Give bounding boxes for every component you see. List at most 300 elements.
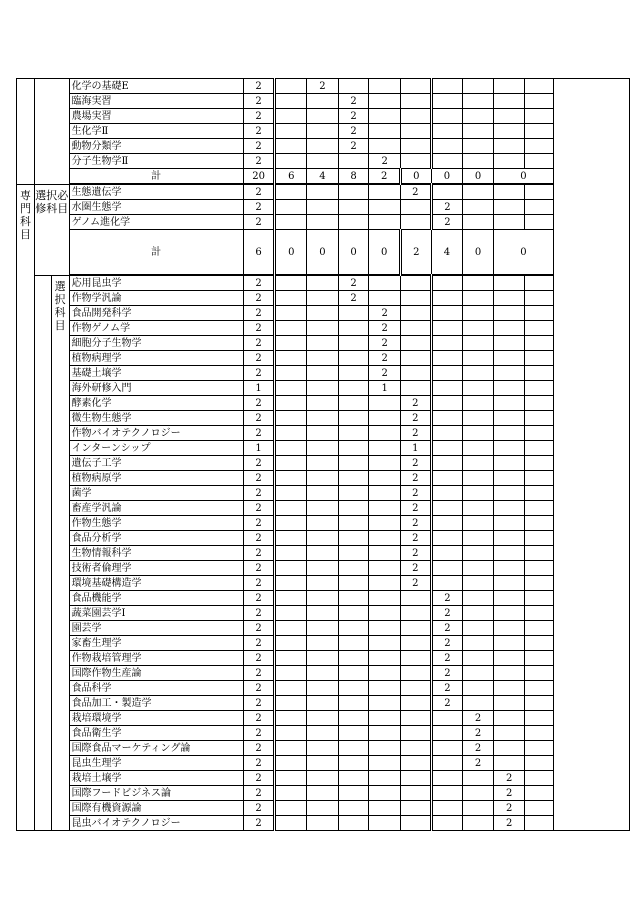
subject-name: 食品開発科学: [69, 306, 243, 321]
total-cell: 0: [463, 169, 494, 185]
term-cell: [369, 184, 401, 200]
term-cell: 2: [493, 786, 525, 801]
term-cell: [431, 336, 463, 351]
credits-cell: 2: [243, 531, 275, 546]
subject-name: 化学の基礎E: [69, 79, 243, 94]
term-cell: [431, 275, 463, 291]
term-cell: [525, 516, 554, 531]
term-cell: [307, 336, 339, 351]
term-cell: [525, 756, 554, 771]
credits-cell: 2: [243, 154, 275, 169]
subject-name: 植物病原学: [69, 471, 243, 486]
term-cell: [369, 516, 401, 531]
term-cell: [525, 139, 554, 154]
term-cell: [338, 381, 369, 396]
term-cell: [431, 786, 463, 801]
term-cell: [275, 681, 307, 696]
term-cell: [307, 200, 339, 215]
term-cell: [493, 666, 525, 681]
credits-cell: 2: [243, 576, 275, 591]
table-row: [17, 801, 630, 816]
term-cell: 2: [431, 696, 463, 711]
term-cell: [307, 741, 339, 756]
term-cell: [338, 321, 369, 336]
term-cell: [338, 666, 369, 681]
term-cell: 2: [431, 666, 463, 681]
term-cell: [307, 756, 339, 771]
term-cell: [400, 711, 431, 726]
table-row: [17, 756, 630, 771]
term-cell: [463, 139, 494, 154]
table-row: [17, 184, 630, 200]
term-cell: [400, 124, 431, 139]
term-cell: [525, 696, 554, 711]
term-cell: [431, 184, 463, 200]
term-cell: [369, 411, 401, 426]
term-cell: 2: [369, 321, 401, 336]
blank-cell: [34, 79, 69, 185]
term-cell: [431, 381, 463, 396]
term-cell: [431, 486, 463, 501]
term-cell: [369, 139, 401, 154]
credits-cell: 2: [243, 200, 275, 215]
term-cell: 2: [493, 816, 525, 831]
term-cell: [369, 786, 401, 801]
term-cell: [400, 666, 431, 681]
term-cell: [525, 456, 554, 471]
term-cell: [463, 591, 494, 606]
table-row: [17, 109, 630, 124]
term-cell: [307, 351, 339, 366]
term-cell: [338, 426, 369, 441]
table-row: [17, 636, 630, 651]
subject-name: 生化学Ⅱ: [69, 124, 243, 139]
subject-name: 作物生態学: [69, 516, 243, 531]
category-senmon: 専門科目: [17, 184, 35, 831]
term-cell: [338, 501, 369, 516]
term-cell: [275, 215, 307, 230]
term-cell: [493, 756, 525, 771]
table-row: [17, 215, 630, 230]
table-row: [17, 681, 630, 696]
term-cell: [493, 426, 525, 441]
term-cell: [463, 215, 494, 230]
term-cell: [369, 200, 401, 215]
subject-name: 技術者倫理学: [69, 561, 243, 576]
total-cell: 0: [275, 230, 307, 276]
term-cell: 2: [369, 154, 401, 169]
table-row: [17, 561, 630, 576]
term-cell: [275, 275, 307, 291]
term-cell: [307, 184, 339, 200]
term-cell: [400, 591, 431, 606]
term-cell: [493, 396, 525, 411]
term-cell: 2: [463, 756, 494, 771]
term-cell: [493, 441, 525, 456]
credits-cell: 2: [243, 109, 275, 124]
term-cell: 2: [431, 215, 463, 230]
term-cell: [463, 275, 494, 291]
term-cell: [369, 124, 401, 139]
term-cell: [493, 200, 525, 215]
credits-cell: 2: [243, 756, 275, 771]
term-cell: [338, 200, 369, 215]
credits-cell: 2: [243, 816, 275, 831]
term-cell: [338, 306, 369, 321]
credits-cell: 2: [243, 741, 275, 756]
term-cell: [400, 94, 431, 109]
term-cell: [307, 696, 339, 711]
term-cell: [525, 306, 554, 321]
term-cell: [400, 636, 431, 651]
total-row: [17, 169, 630, 185]
term-cell: [338, 516, 369, 531]
term-cell: [369, 501, 401, 516]
term-cell: [400, 321, 431, 336]
table-row: [17, 154, 630, 169]
term-cell: [493, 696, 525, 711]
table-row: [17, 471, 630, 486]
term-cell: [463, 681, 494, 696]
total-cell: 0: [369, 230, 401, 276]
total-cell: 0: [493, 230, 553, 276]
term-cell: [431, 321, 463, 336]
term-cell: [400, 696, 431, 711]
term-cell: [275, 154, 307, 169]
term-cell: [493, 606, 525, 621]
term-cell: [307, 109, 339, 124]
term-cell: [275, 531, 307, 546]
table-row: [17, 816, 630, 831]
term-cell: [307, 711, 339, 726]
category-sentaku: 選択科目: [51, 275, 69, 831]
term-cell: [338, 681, 369, 696]
credits-cell: 2: [243, 291, 275, 306]
subject-name: 食品科学: [69, 681, 243, 696]
term-cell: [463, 501, 494, 516]
term-cell: [338, 606, 369, 621]
term-cell: [275, 306, 307, 321]
subject-name: 生物情報科学: [69, 546, 243, 561]
term-cell: [525, 771, 554, 786]
term-cell: [275, 666, 307, 681]
term-cell: [275, 94, 307, 109]
term-cell: 2: [400, 426, 431, 441]
credits-cell: 2: [243, 321, 275, 336]
term-cell: [493, 576, 525, 591]
term-cell: [369, 215, 401, 230]
term-cell: 2: [338, 94, 369, 109]
term-cell: [463, 441, 494, 456]
term-cell: [525, 816, 554, 831]
term-cell: [369, 756, 401, 771]
term-cell: [463, 576, 494, 591]
term-cell: [338, 621, 369, 636]
subject-name: 環境基礎構造学: [69, 576, 243, 591]
term-cell: [338, 786, 369, 801]
term-cell: [338, 215, 369, 230]
term-cell: [369, 696, 401, 711]
table-row: [17, 606, 630, 621]
term-cell: [525, 651, 554, 666]
term-cell: [493, 636, 525, 651]
subject-name: 蔬菜園芸学Ⅰ: [69, 606, 243, 621]
curriculum-body: [17, 79, 630, 831]
term-cell: [338, 546, 369, 561]
term-cell: 2: [431, 681, 463, 696]
credits-cell: 2: [243, 275, 275, 291]
term-cell: [307, 561, 339, 576]
credits-cell: 2: [243, 561, 275, 576]
term-cell: [369, 801, 401, 816]
term-cell: [400, 726, 431, 741]
term-cell: [431, 816, 463, 831]
term-cell: [400, 681, 431, 696]
term-cell: [307, 816, 339, 831]
term-cell: [463, 109, 494, 124]
term-cell: 2: [369, 306, 401, 321]
term-cell: [525, 215, 554, 230]
total-cell: 4: [307, 169, 339, 185]
term-cell: 2: [431, 606, 463, 621]
curriculum-table: [16, 78, 630, 831]
subject-name: 細胞分子生物学: [69, 336, 243, 351]
term-cell: [338, 741, 369, 756]
term-cell: [400, 109, 431, 124]
table-row: [17, 321, 630, 336]
term-cell: [275, 726, 307, 741]
term-cell: [493, 109, 525, 124]
term-cell: [307, 801, 339, 816]
subject-name: 分子生物学Ⅱ: [69, 154, 243, 169]
table-row: [17, 396, 630, 411]
term-cell: 1: [369, 381, 401, 396]
term-cell: 2: [400, 456, 431, 471]
subject-name: 生態遺伝学: [69, 184, 243, 200]
term-cell: [493, 139, 525, 154]
credits-cell: 2: [243, 636, 275, 651]
term-cell: 2: [400, 501, 431, 516]
total-cell: 2: [369, 169, 401, 185]
term-cell: 2: [463, 711, 494, 726]
term-cell: [307, 124, 339, 139]
credits-cell: 2: [243, 94, 275, 109]
total-label: 計: [69, 169, 243, 185]
term-cell: [400, 200, 431, 215]
term-cell: [525, 471, 554, 486]
table-row: [17, 531, 630, 546]
term-cell: [275, 561, 307, 576]
term-cell: [369, 681, 401, 696]
subject-name: 栽培土壌学: [69, 771, 243, 786]
term-cell: [493, 711, 525, 726]
term-cell: [400, 381, 431, 396]
term-cell: 2: [400, 411, 431, 426]
term-cell: [275, 381, 307, 396]
term-cell: [275, 696, 307, 711]
term-cell: 2: [400, 561, 431, 576]
term-cell: [400, 621, 431, 636]
term-cell: [338, 396, 369, 411]
term-cell: [338, 441, 369, 456]
credits-cell: 2: [243, 366, 275, 381]
term-cell: [307, 381, 339, 396]
term-cell: [431, 291, 463, 306]
term-cell: 2: [463, 741, 494, 756]
subject-name: 食品分析学: [69, 531, 243, 546]
term-cell: [431, 306, 463, 321]
term-cell: [431, 79, 463, 94]
term-cell: [275, 711, 307, 726]
total-cell: 8: [338, 169, 369, 185]
term-cell: [525, 109, 554, 124]
term-cell: [307, 366, 339, 381]
subject-name: 作物ゲノム学: [69, 321, 243, 336]
total-cell: 0: [463, 230, 494, 276]
term-cell: [493, 154, 525, 169]
term-cell: 2: [338, 109, 369, 124]
subject-name: 国際フードビジネス論: [69, 786, 243, 801]
table-row: [17, 79, 630, 94]
term-cell: [307, 456, 339, 471]
term-cell: [525, 79, 554, 94]
table-row: [17, 441, 630, 456]
term-cell: [369, 291, 401, 306]
term-cell: [493, 651, 525, 666]
term-cell: [307, 306, 339, 321]
term-cell: [525, 154, 554, 169]
term-cell: [431, 561, 463, 576]
term-cell: [307, 636, 339, 651]
table-row: [17, 486, 630, 501]
term-cell: [525, 621, 554, 636]
subject-name: 国際作物生産論: [69, 666, 243, 681]
table-row: [17, 366, 630, 381]
term-cell: [431, 546, 463, 561]
term-cell: [307, 471, 339, 486]
credits-cell: 2: [243, 124, 275, 139]
term-cell: 2: [431, 651, 463, 666]
term-cell: [525, 426, 554, 441]
term-cell: [463, 606, 494, 621]
term-cell: [400, 351, 431, 366]
term-cell: 2: [431, 591, 463, 606]
term-cell: [400, 215, 431, 230]
term-cell: [525, 124, 554, 139]
term-cell: [275, 321, 307, 336]
term-cell: [493, 381, 525, 396]
term-cell: [338, 816, 369, 831]
subject-name: 食品衛生学: [69, 726, 243, 741]
term-cell: [307, 94, 339, 109]
term-cell: [463, 636, 494, 651]
term-cell: 2: [338, 275, 369, 291]
total-cell: 4: [431, 230, 463, 276]
term-cell: 2: [400, 396, 431, 411]
term-cell: [463, 366, 494, 381]
term-cell: [307, 154, 339, 169]
credits-cell: 2: [243, 396, 275, 411]
term-cell: [275, 486, 307, 501]
term-cell: [463, 801, 494, 816]
term-cell: [463, 621, 494, 636]
term-cell: [463, 471, 494, 486]
term-cell: [525, 321, 554, 336]
term-cell: [400, 154, 431, 169]
term-cell: [275, 426, 307, 441]
credits-cell: 2: [243, 139, 275, 154]
term-cell: [493, 741, 525, 756]
term-cell: [338, 711, 369, 726]
term-cell: [369, 576, 401, 591]
term-cell: [493, 591, 525, 606]
term-cell: [400, 651, 431, 666]
term-cell: [493, 621, 525, 636]
table-row: [17, 124, 630, 139]
term-cell: [493, 516, 525, 531]
total-cell: 0: [338, 230, 369, 276]
term-cell: [525, 184, 554, 200]
term-cell: [275, 606, 307, 621]
credits-cell: 2: [243, 306, 275, 321]
term-cell: [525, 486, 554, 501]
total-cell: 6: [275, 169, 307, 185]
term-cell: [493, 321, 525, 336]
term-cell: [463, 306, 494, 321]
term-cell: [307, 531, 339, 546]
term-cell: [307, 411, 339, 426]
credits-cell: 2: [243, 651, 275, 666]
term-cell: [493, 336, 525, 351]
term-cell: [431, 741, 463, 756]
table-row: [17, 516, 630, 531]
term-cell: [463, 456, 494, 471]
term-cell: [275, 411, 307, 426]
term-cell: [463, 666, 494, 681]
total-label: 計: [69, 230, 243, 276]
table-row: [17, 696, 630, 711]
term-cell: [463, 696, 494, 711]
term-cell: 2: [338, 291, 369, 306]
credits-cell: 2: [243, 426, 275, 441]
credits-cell: 2: [243, 546, 275, 561]
term-cell: [463, 79, 494, 94]
term-cell: [431, 801, 463, 816]
term-cell: [338, 771, 369, 786]
term-cell: [369, 741, 401, 756]
term-cell: [525, 546, 554, 561]
subject-name: 植物病理学: [69, 351, 243, 366]
credits-cell: 2: [243, 215, 275, 230]
term-cell: [463, 124, 494, 139]
term-cell: [493, 275, 525, 291]
term-cell: [275, 516, 307, 531]
term-cell: [307, 139, 339, 154]
term-cell: [493, 124, 525, 139]
table-row: [17, 411, 630, 426]
term-cell: [493, 291, 525, 306]
credits-cell: 2: [243, 591, 275, 606]
credits-cell: 2: [243, 336, 275, 351]
subject-name: 作物バイオテクノロジー: [69, 426, 243, 441]
term-cell: [431, 351, 463, 366]
term-cell: [431, 366, 463, 381]
credits-cell: 2: [243, 486, 275, 501]
term-cell: [338, 351, 369, 366]
term-cell: [369, 636, 401, 651]
term-cell: [275, 456, 307, 471]
term-cell: [525, 801, 554, 816]
